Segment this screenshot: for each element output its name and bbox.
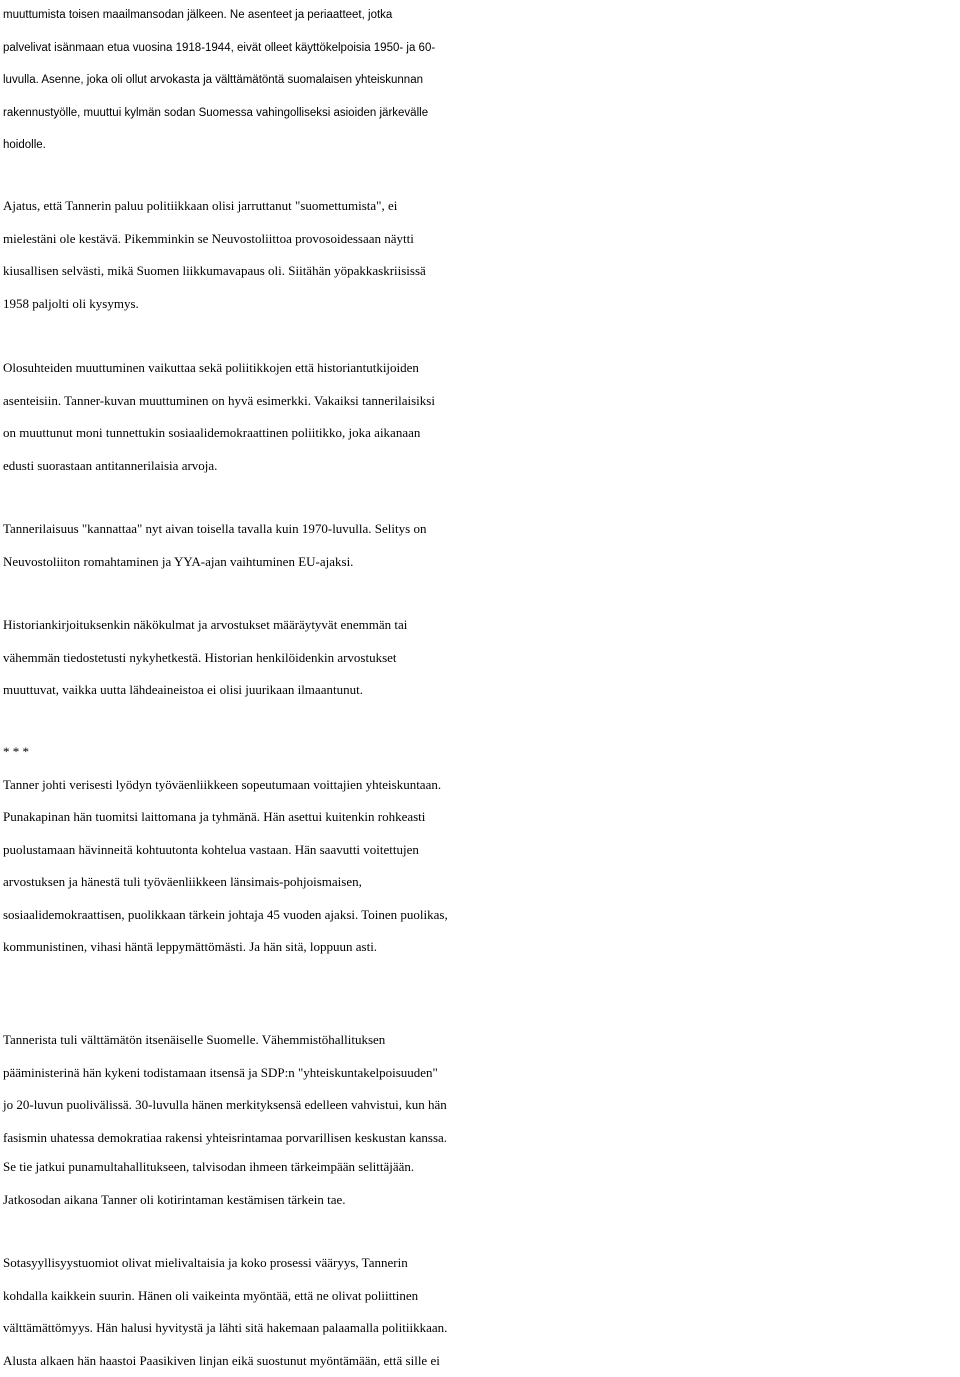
text-line: välttämättömyys. Hän halusi hyvitystä ja lähti sitä hakemaan palaamalla politiikkaan. — [3, 1320, 448, 1335]
text-line: Jatkosodan aikana Tanner oli kotirintaman kestämisen tärkein tae. — [3, 1191, 346, 1207]
text-line: puolustamaan hävinneitä kohtuutonta kohtelua vastaan. Hän saavutti voitettujen — [3, 841, 419, 857]
section-divider-asterisks: * * * — [3, 744, 29, 759]
text-line: Punakapinan hän tuomitsi laittomana ja tyhmänä. Hän asettui kuitenkin rohkeasti — [3, 809, 426, 824]
text-line: arvostuksen ja hänestä tuli työväenliikkeen länsimais-pohjoismaisen, — [3, 874, 362, 889]
text-line: palvelivat isänmaan etua vuosina 1918-1944, eivät olleet käyttökelpoisia 1950- ja 60- — [3, 41, 436, 54]
paragraph-tannerism — [3, 513, 959, 578]
paragraph-circumstances — [3, 352, 959, 482]
text-line: on muuttunut moni tunnettukin sosiaalidemokraattinen poliitikko, joka aikanaan — [3, 425, 421, 440]
text-line: rakennustyölle, muuttui kylmän sodan Suomessa vahingolliseksi asioiden järkevälle — [3, 106, 429, 119]
text-line: muuttuvat, vaikka uutta lähdeaineistoa ei olisi juurikaan ilmaantunut. — [3, 682, 363, 697]
text-line: muuttumista toisen maailmansodan jälkeen. Ne asenteet ja periaatteet, jotka — [3, 9, 393, 21]
text-line: Ajatus, että Tannerin paluu politiikkaan olisi jarruttanut "suomettumista", ei — [3, 198, 398, 213]
text-line: Olosuhteiden muuttuminen vaikuttaa sekä poliitikkojen että historiantutkijoiden — [3, 360, 419, 375]
text-line: hoidolle. — [3, 139, 46, 151]
text-line: jo 20-luvun puolivälissä. 30-luvulla hänen merkityksensä edelleen vahvistui, kun hän — [3, 1097, 447, 1112]
text-line: Sotasyyllisyystuomiot olivat mielivaltaisia ja koko prosessi vääryys, Tannerin — [3, 1255, 408, 1270]
text-line: kommunistinen, vihasi häntä leppymättömästi. Ja hän sitä, loppuun asti. — [3, 939, 378, 954]
text-line: fasismin uhatessa demokratiaa rakensi yhteisrintamaa porvarillisen keskustan kanssa. — [3, 1129, 448, 1145]
paragraph-tanner-labor-movement — [3, 736, 959, 964]
paragraph-war-responsibility — [3, 1247, 959, 1377]
paragraph-winter-war — [3, 1151, 959, 1216]
text-line: Historiankirjoituksenkin näkökulmat ja arvostukset määräytyvät enemmän tai — [3, 617, 408, 632]
text-line: Alusta alkaen hän haastoi Paasikiven linjan eikä suostunut myöntämään, että sille ei — [3, 1352, 440, 1368]
text-line: Neuvostoliiton romahtaminen ja YYA-ajan vaihtuminen EU-ajaksi. — [3, 553, 354, 569]
paragraph-tanner-indispensable — [3, 1024, 959, 1154]
text-line: sosiaalidemokraattisen, puolikkaan tärkein johtaja 45 vuoden ajaksi. Toinen puolikas, — [3, 906, 448, 922]
text-line: asenteisiin. Tanner-kuvan muuttuminen on hyvä esimerkki. Vakaiksi tannerilaisiksi — [3, 392, 435, 408]
text-line: Se tie jatkui punamultahallitukseen, talvisodan ihmeen tärkeimpään selittäjään. — [3, 1159, 415, 1174]
text-line: mielestäni ole kestävä. Pikemminkin se Neuvostoliittoa provosoidessaan näytti — [3, 230, 414, 246]
text-line: vähemmän tiedostetusti nykyhetkestä. Historian henkilöidenkin arvostukset — [3, 649, 397, 665]
paragraph-postwar-attitudes — [3, 0, 959, 162]
text-line: pääministerinä hän kykeni todistamaan itsensä ja SDP:n "yhteiskuntakelpoisuuden" — [3, 1064, 438, 1080]
text-line: kiusallisen selvästi, mikä Suomen liikkumavapaus oli. Siitähän yöpakkaskriisissä — [3, 263, 426, 278]
text-line: luvulla. Asenne, joka oli ollut arvokasta ja välttämätöntä suomalaisen yhteiskunnan — [3, 74, 423, 86]
paragraph-tanner-return — [3, 190, 959, 320]
text-line: kohdalla kaikkein suurin. Hänen oli vaikeinta myöntää, että ne olivat poliittinen — [3, 1287, 419, 1303]
text-line: edusti suorastaan antitannerilaisia arvoja. — [3, 457, 218, 473]
text-line: Tannerilaisuus "kannattaa" nyt aivan toisella tavalla kuin 1970-luvulla. Selitys on — [3, 521, 427, 536]
text-line: Tannerista tuli välttämätön itsenäiselle Suomelle. Vähemmistöhallituksen — [3, 1032, 386, 1047]
paragraph-historiography — [3, 609, 959, 707]
text-line: 1958 paljolti oli kysymys. — [3, 295, 139, 311]
text-line: Tanner johti verisesti lyödyn työväenliikkeen sopeutumaan voittajien yhteiskuntaan. — [3, 776, 442, 792]
